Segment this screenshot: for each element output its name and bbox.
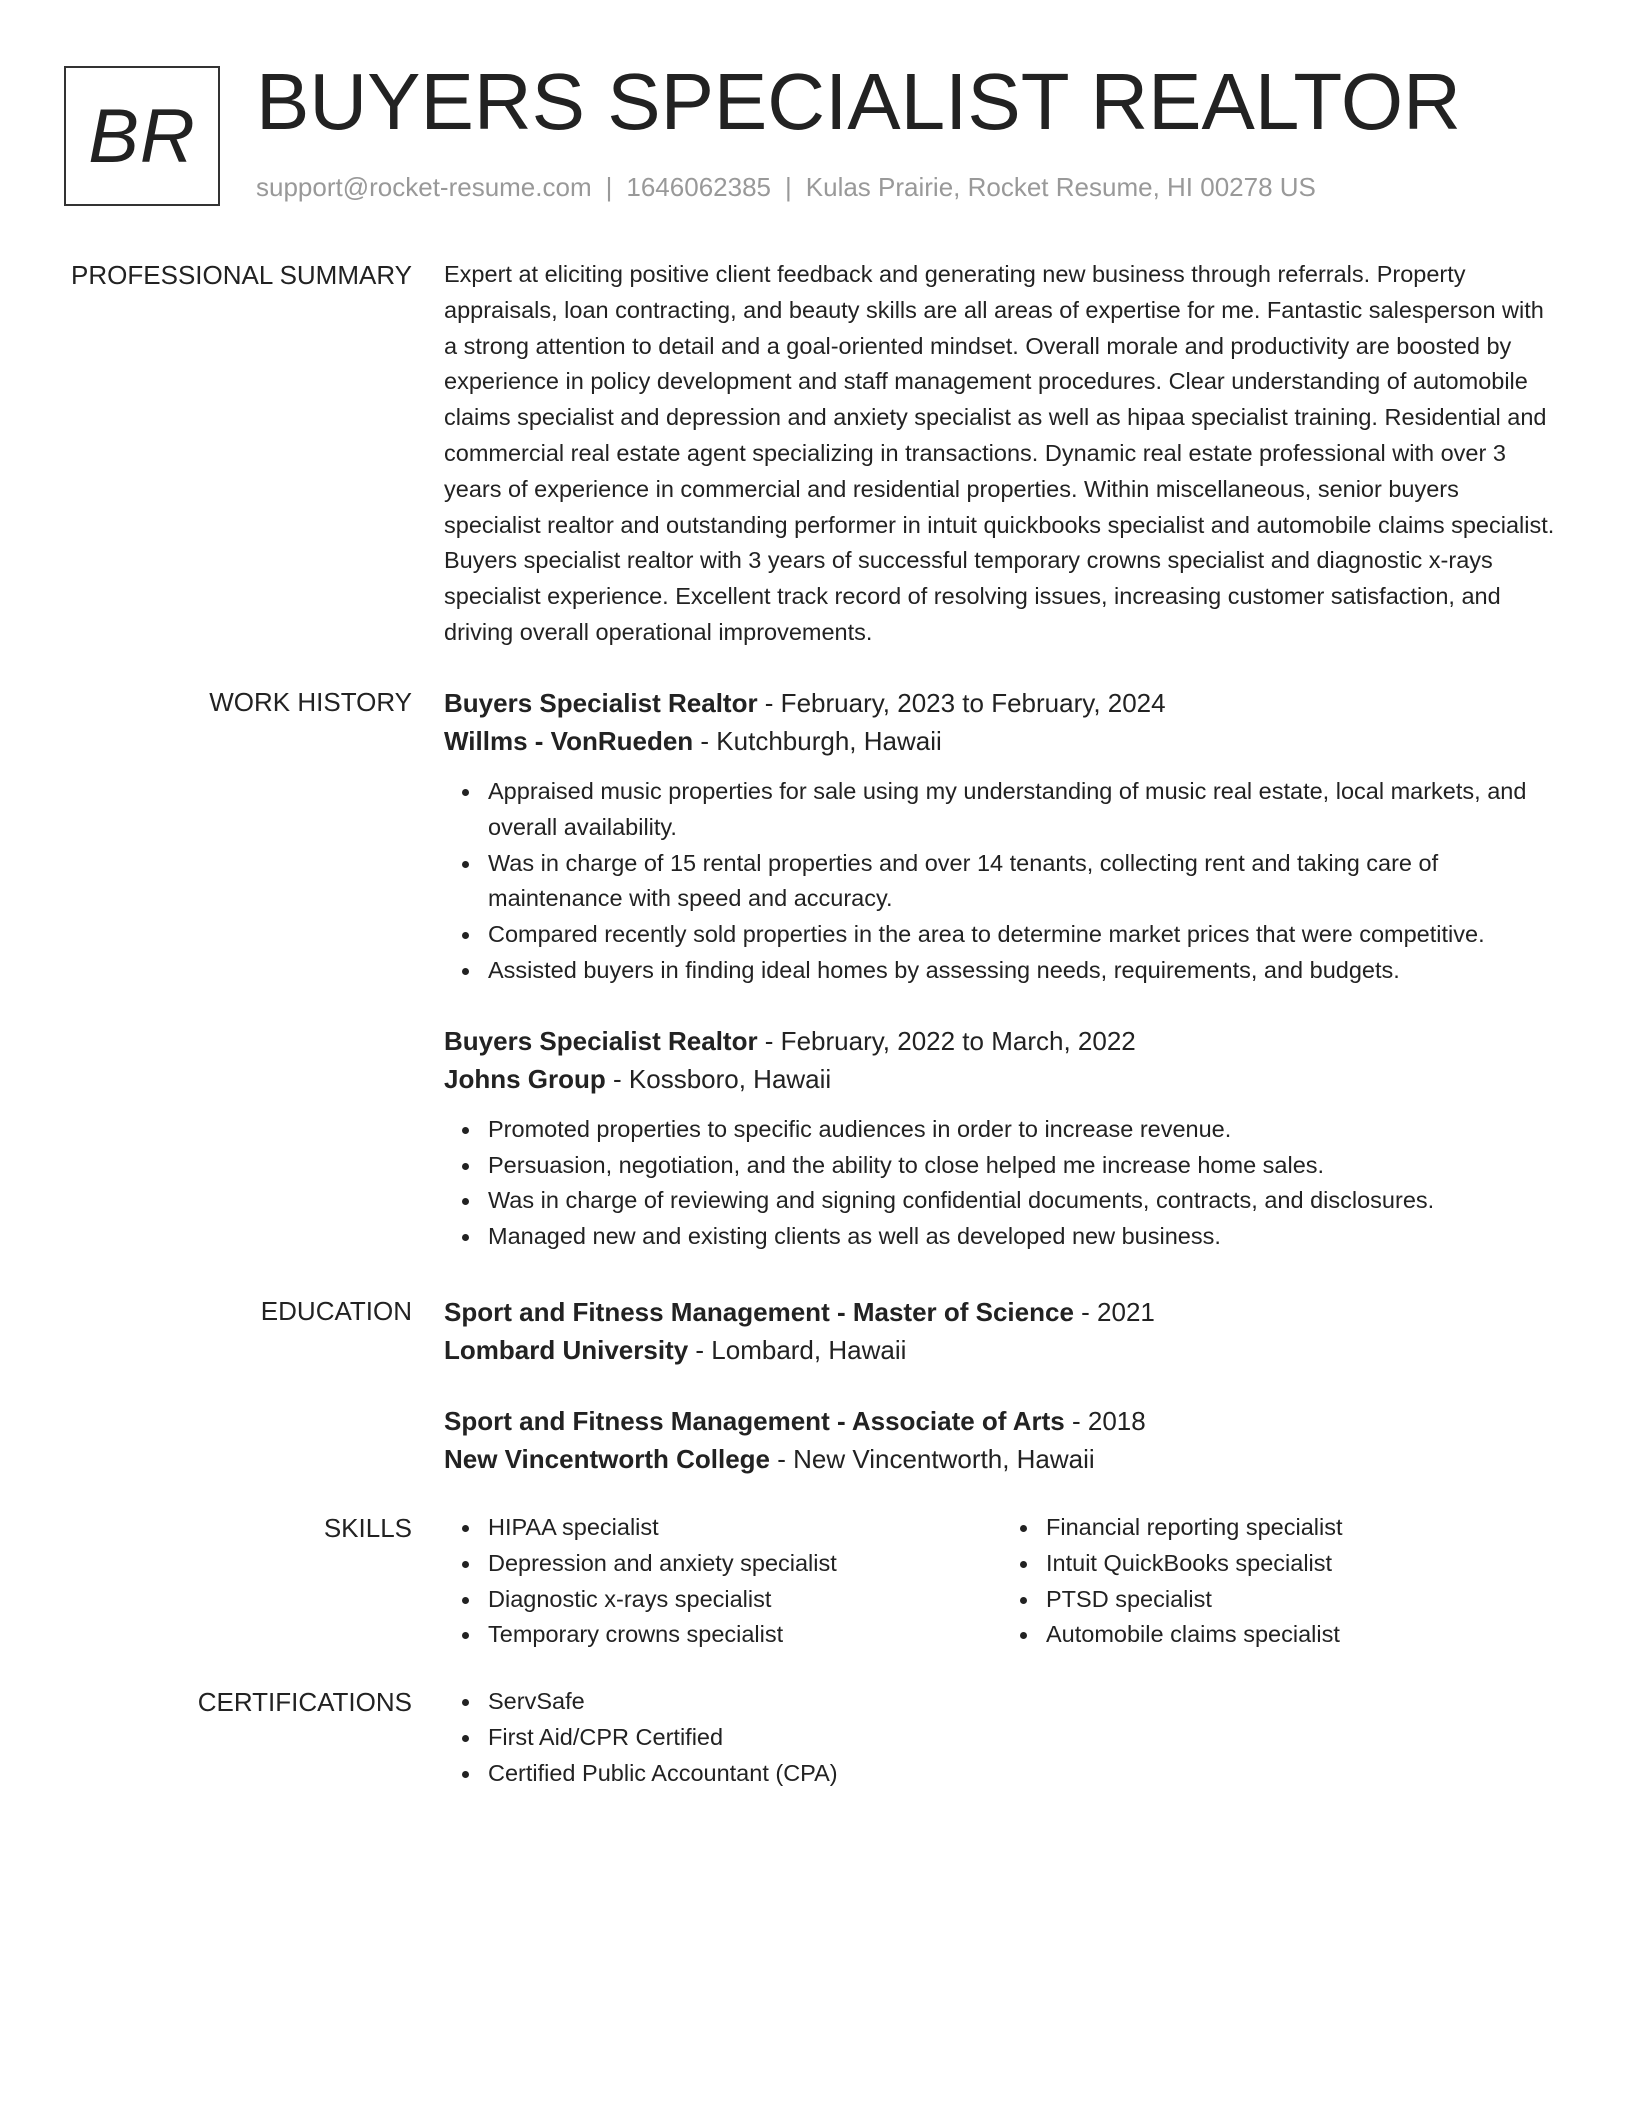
certification-item: First Aid/CPR Certified <box>488 1720 1560 1756</box>
job-bullet: Appraised music properties for sale using my understanding of music real estate, local markets, and overall availability. <box>488 774 1560 846</box>
job-role: Buyers Specialist Realtor <box>444 1025 758 1056</box>
degree-line <box>444 1402 1560 1440</box>
skill-item: PTSD specialist <box>1046 1582 1560 1618</box>
contact-email[interactable]: support@rocket-resume.com <box>256 172 592 202</box>
skills-list-right <box>1002 1510 1560 1653</box>
skills-body <box>444 1510 1560 1653</box>
job-bullets <box>444 774 1560 989</box>
certifications-body <box>444 1684 1560 1791</box>
skill-item: Diagnostic x-rays specialist <box>488 1582 1002 1618</box>
degree-line <box>444 1293 1560 1331</box>
summary-text: Expert at eliciting positive client feedback and generating new business through referrals. Property appraisals, loan contracting, and beauty skills are all areas of expertise for me. Fantastic salesperson with a strong attention to detail and a goal-oriented mindset. Overall morale and productivity are boosted by experience in policy development and staff management procedures. Clear understanding of automobile claims specialist and depression and anxiety specialist as well as hipaa specialist training. Residential and commercial real estate agent specializing in transactions. Dynamic real estate professional with over 3 years of experience in commercial and residential properties. Within miscellaneous, senior buyers specialist realtor and outstanding performer in intuit quickbooks specialist and automobile claims specialist. Buyers specialist realtor with 3 years of successful temporary crowns specialist and diagnostic x-rays specialist experience. Excellent track record of resolving issues, increasing customer satisfaction, and driving overall operational improvements. <box>444 261 1555 645</box>
section-title-work: WORK HISTORY <box>209 687 412 717</box>
skills-columns <box>444 1510 1560 1653</box>
skill-item: Depression and anxiety specialist <box>488 1546 1002 1582</box>
candidate-name: BUYERS SPECIALIST REALTOR <box>256 57 1461 146</box>
work-history-body <box>444 684 1560 1255</box>
skill-item: HIPAA specialist <box>488 1510 1002 1546</box>
education-entry <box>444 1293 1560 1369</box>
degree-year: - 2021 <box>1073 1297 1155 1327</box>
job-bullet: Was in charge of 15 rental properties and over 14 tenants, collecting rent and taking care of maintenance with speed and accuracy. <box>488 846 1560 918</box>
skill-item: Intuit QuickBooks specialist <box>1046 1546 1560 1582</box>
job-title-line <box>444 684 1560 722</box>
monogram-logo: BR <box>64 66 220 206</box>
job-company: Johns Group <box>444 1063 606 1094</box>
degree: Sport and Fitness Management - Associate of Arts <box>444 1406 1065 1436</box>
job-bullet: Promoted properties to specific audiences in order to increase revenue. <box>488 1112 1560 1148</box>
job-bullet: Compared recently sold properties in the area to determine market prices that were competitive. <box>488 917 1560 953</box>
education-entry <box>444 1402 1560 1478</box>
job-role: Buyers Specialist Realtor <box>444 688 758 718</box>
job-dates: - February, 2023 to February, 2024 <box>757 688 1166 718</box>
skill-item: Temporary crowns specialist <box>488 1617 1002 1653</box>
job-bullets <box>444 1112 1560 1255</box>
summary-body <box>444 257 1560 651</box>
job-title-line <box>444 1022 1560 1060</box>
certifications-list <box>444 1684 1560 1791</box>
section-title-education: EDUCATION <box>260 1296 412 1326</box>
job-entry <box>444 684 1560 989</box>
section-title-skills: SKILLS <box>323 1513 412 1543</box>
skill-item: Financial reporting specialist <box>1046 1510 1560 1546</box>
certification-item: Certified Public Accountant (CPA) <box>488 1756 1560 1792</box>
job-bullet: Persuasion, negotiation, and the ability to close helped me increase home sales. <box>488 1148 1560 1184</box>
skills-list-left <box>444 1510 1002 1653</box>
contact-phone[interactable]: 1646062385 <box>626 172 771 202</box>
job-company-line <box>444 722 1560 760</box>
job-bullet: Assisted buyers in finding ideal homes by assessing needs, requirements, and budgets. <box>488 953 1560 989</box>
school-line <box>444 1440 1560 1478</box>
job-company-line <box>444 1060 1560 1098</box>
job-dates: - February, 2022 to March, 2022 <box>757 1025 1136 1056</box>
degree: Sport and Fitness Management - Master of Science <box>444 1297 1074 1327</box>
certification-item: ServSafe <box>488 1684 1560 1720</box>
job-location: - Kutchburgh, Hawaii <box>693 726 942 756</box>
school: New Vincentworth College <box>444 1444 771 1474</box>
section-title-summary: PROFESSIONAL SUMMARY <box>71 260 412 290</box>
job-company: Willms - VonRueden <box>444 726 694 756</box>
school: Lombard University <box>444 1335 689 1365</box>
contact-separator: | <box>785 172 792 202</box>
contact-line <box>256 172 1316 203</box>
contact-address: Kulas Prairie, Rocket Resume, HI 00278 US <box>805 172 1316 202</box>
contact-separator: | <box>605 172 613 202</box>
school-location: - Lombard, Hawaii <box>688 1335 907 1365</box>
job-bullet: Was in charge of reviewing and signing confidential documents, contracts, and disclosures. <box>488 1183 1560 1219</box>
job-location: - Kossboro, Hawaii <box>605 1063 832 1094</box>
skill-item: Automobile claims specialist <box>1046 1617 1560 1653</box>
school-line <box>444 1331 1560 1369</box>
education-body <box>444 1293 1560 1478</box>
job-entry <box>444 1022 1560 1255</box>
degree-year: - 2018 <box>1064 1406 1146 1436</box>
school-location: - New Vincentworth, Hawaii <box>770 1444 1095 1474</box>
job-bullet: Managed new and existing clients as well as developed new business. <box>488 1219 1560 1255</box>
section-title-certifications: CERTIFICATIONS <box>197 1687 412 1717</box>
